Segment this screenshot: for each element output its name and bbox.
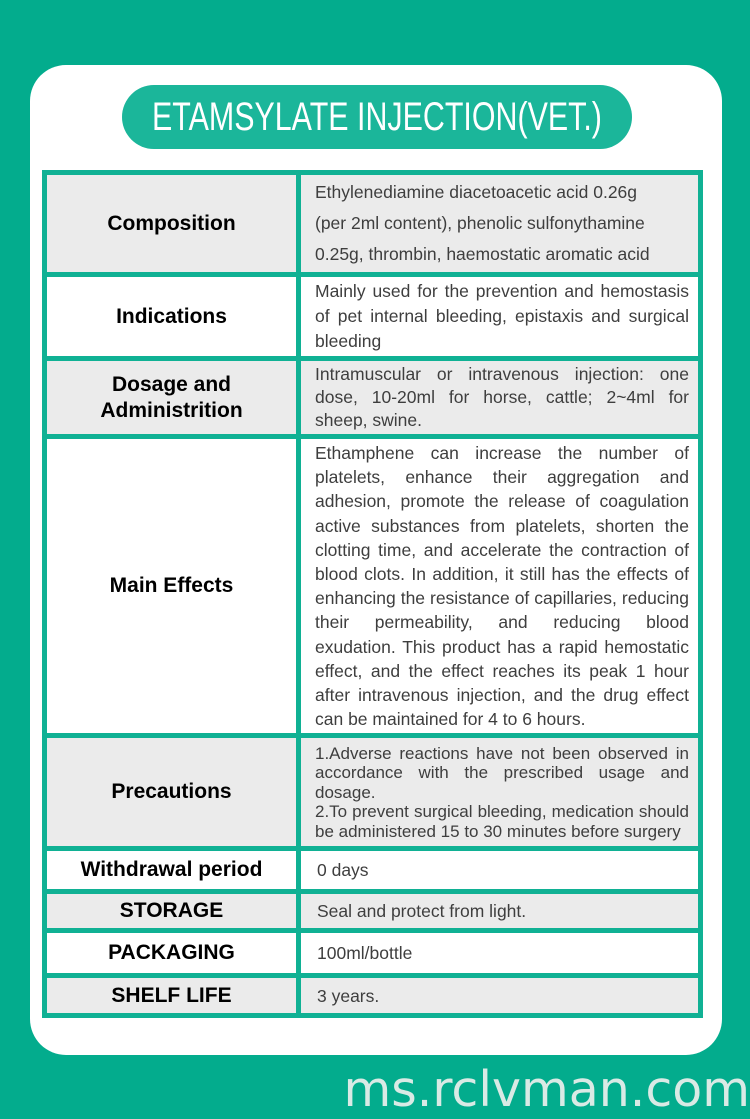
row-value-shelf-life: 3 years. (299, 976, 701, 1016)
product-title: ETAMSYLATE INJECTION(VET.) (152, 94, 602, 139)
precaution-item: 1.Adverse reactions have not been observed in accordance with the prescribed usage and dosage. (315, 743, 689, 802)
table-row-indications (45, 275, 701, 359)
row-label-dosage-administration: Dosage and Administrition (45, 359, 299, 437)
row-label-indications: Indications (45, 275, 299, 359)
table-row-packaging (45, 931, 701, 976)
row-value-precautions (299, 736, 701, 849)
row-value-main-effects: Ethamphene can increase the number of platelets, enhance their aggregation and adhesion, promote the release of coagulation active substances from platelets, shorten the clotting time, and accelerate the contraction of blood clots. In addition, it still has the effects of enhancing the resistance of capillaries, reducing their permeability, and reducing blood exudation. This product has a rapid hemostatic effect, and the effect reaches its peak 1 hour after intravenous injection, and the drug effect can be maintained for 4 to 6 hours. (299, 437, 701, 736)
row-value-withdrawal-period: 0 days (299, 849, 701, 892)
composition-line: (per 2ml content), phenolic sulfonythamine (315, 213, 645, 233)
table-row-main-effects (45, 437, 701, 736)
table-row-dosage-administration (45, 359, 701, 437)
row-label-storage: STORAGE (45, 892, 299, 931)
watermark-url: ms.rclvman.com (343, 1061, 750, 1118)
table-row-composition (45, 173, 701, 275)
table-row-shelf-life (45, 976, 701, 1016)
row-label-composition: Composition (45, 173, 299, 275)
product-title-banner (122, 85, 632, 149)
row-label-shelf-life: SHELF LIFE (45, 976, 299, 1016)
table-row-precautions (45, 736, 701, 849)
table-row-storage (45, 892, 701, 931)
row-value-indications: Mainly used for the prevention and hemostasis of pet internal bleeding, epistaxis and surgical bleeding (299, 275, 701, 359)
composition-line: Ethylenediamine diacetoacetic acid 0.26g (315, 182, 638, 202)
row-value-composition (299, 173, 701, 275)
table-row-withdrawal-period (45, 849, 701, 892)
product-spec-table (42, 170, 703, 1018)
row-value-dosage-administration: Intramuscular or intravenous injection: one dose, 10-20ml for horse, cattle; 2~4ml for sheep, swine. (299, 359, 701, 437)
composition-line: 0.25g, thrombin, haemostatic aromatic acid (315, 244, 650, 264)
row-label-withdrawal-period: Withdrawal period (45, 849, 299, 892)
row-label-packaging: PACKAGING (45, 931, 299, 976)
row-label-main-effects: Main Effects (45, 437, 299, 736)
row-value-packaging: 100ml/bottle (299, 931, 701, 976)
row-label-precautions: Precautions (45, 736, 299, 849)
row-value-storage: Seal and protect from light. (299, 892, 701, 931)
precaution-item: 2.To prevent surgical bleeding, medication should be administered 15 to 30 minutes before surgery (315, 802, 689, 841)
